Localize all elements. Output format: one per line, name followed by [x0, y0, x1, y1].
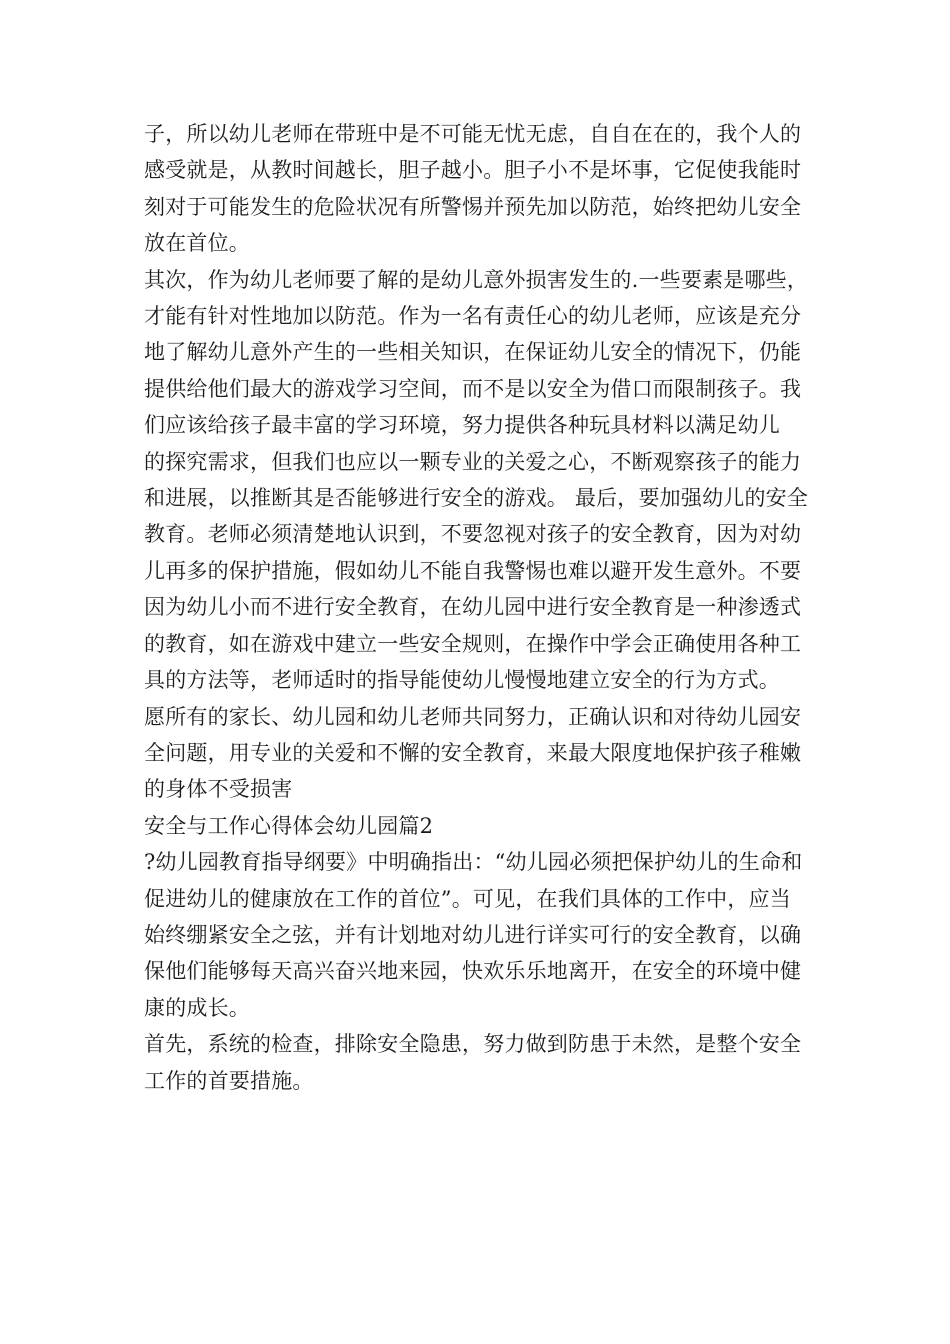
- paragraph-4: 愿所有的家长、幼儿园和幼儿老师共同努力，正确认识和对待幼儿园安全问题，用专业的关爱和不懈的安全教育，来最大限度地保护孩子稚嫩的身体不受损害: [144, 704, 802, 802]
- section-heading: 安全与工作心得体会幼儿园篇2: [144, 813, 434, 838]
- paragraph-6: 首先，系统的检查，排除安全隐患，努力做到防患于未然，是整个安全工作的首要措施。: [144, 1032, 802, 1093]
- paragraph-5: ?幼儿园教育指导纲要》中明确指出：“幼儿园必须把保护幼儿的生命和促进幼儿的健康放在工作的首位”。可见，在我们具体的工作中，应当始终绷紧安全之弦，并有计划地对幼儿进行详实可行的安全教育，以确保他们能够每天高兴奋兴地来园，快欢乐乐地离开，在安全的环境中健康的成长。: [144, 850, 803, 1020]
- paragraph-1: 子，所以幼儿老师在带班中是不可能无忧无虑，自自在在的，我个人的感受就是，从教时间越长，胆子越小。胆子小不是坏事，它促使我能时刻对于可能发生的危险状况有所警惕并预先加以防范，始终把幼儿安全放在首位。: [144, 122, 802, 256]
- document-body: [144, 116, 810, 1099]
- paragraph-2: 其次，作为幼儿老师要了解的是幼儿意外损害发生的.一些要素是哪些，才能有针对性地加以防范。作为一名有责任心的幼儿老师，应该是充分地了解幼儿意外产生的一些相关知识，在保证幼儿安全的情况下，仍能提供给他们最大的游戏学习空间，而不是以安全为借口而限制孩子。我们应该给孩子最丰富的学习环境，努力提供各种玩具材料以满足幼儿: [144, 267, 809, 438]
- paragraph-3: 的探究需求，但我们也应以一颗专业的关爱之心，不断观察孩子的能力和进展，以推断其是否能够进行安全的游戏。 最后，要加强幼儿的安全教育。老师必须清楚地认识到，不要忽视对孩子的安全教育，因为对幼儿再多的保护措施，假如幼儿不能自我警惕也难以避开发生意外。不要因为幼儿小而不进行安全教育，在幼儿园中进行安全教育是一种渗透式的教育，如在游戏中建立一些安全规则，在操作中学会正确使用各种工具的方法等，老师适时的指导能使幼儿慢慢地建立安全的行为方式。: [144, 449, 809, 693]
